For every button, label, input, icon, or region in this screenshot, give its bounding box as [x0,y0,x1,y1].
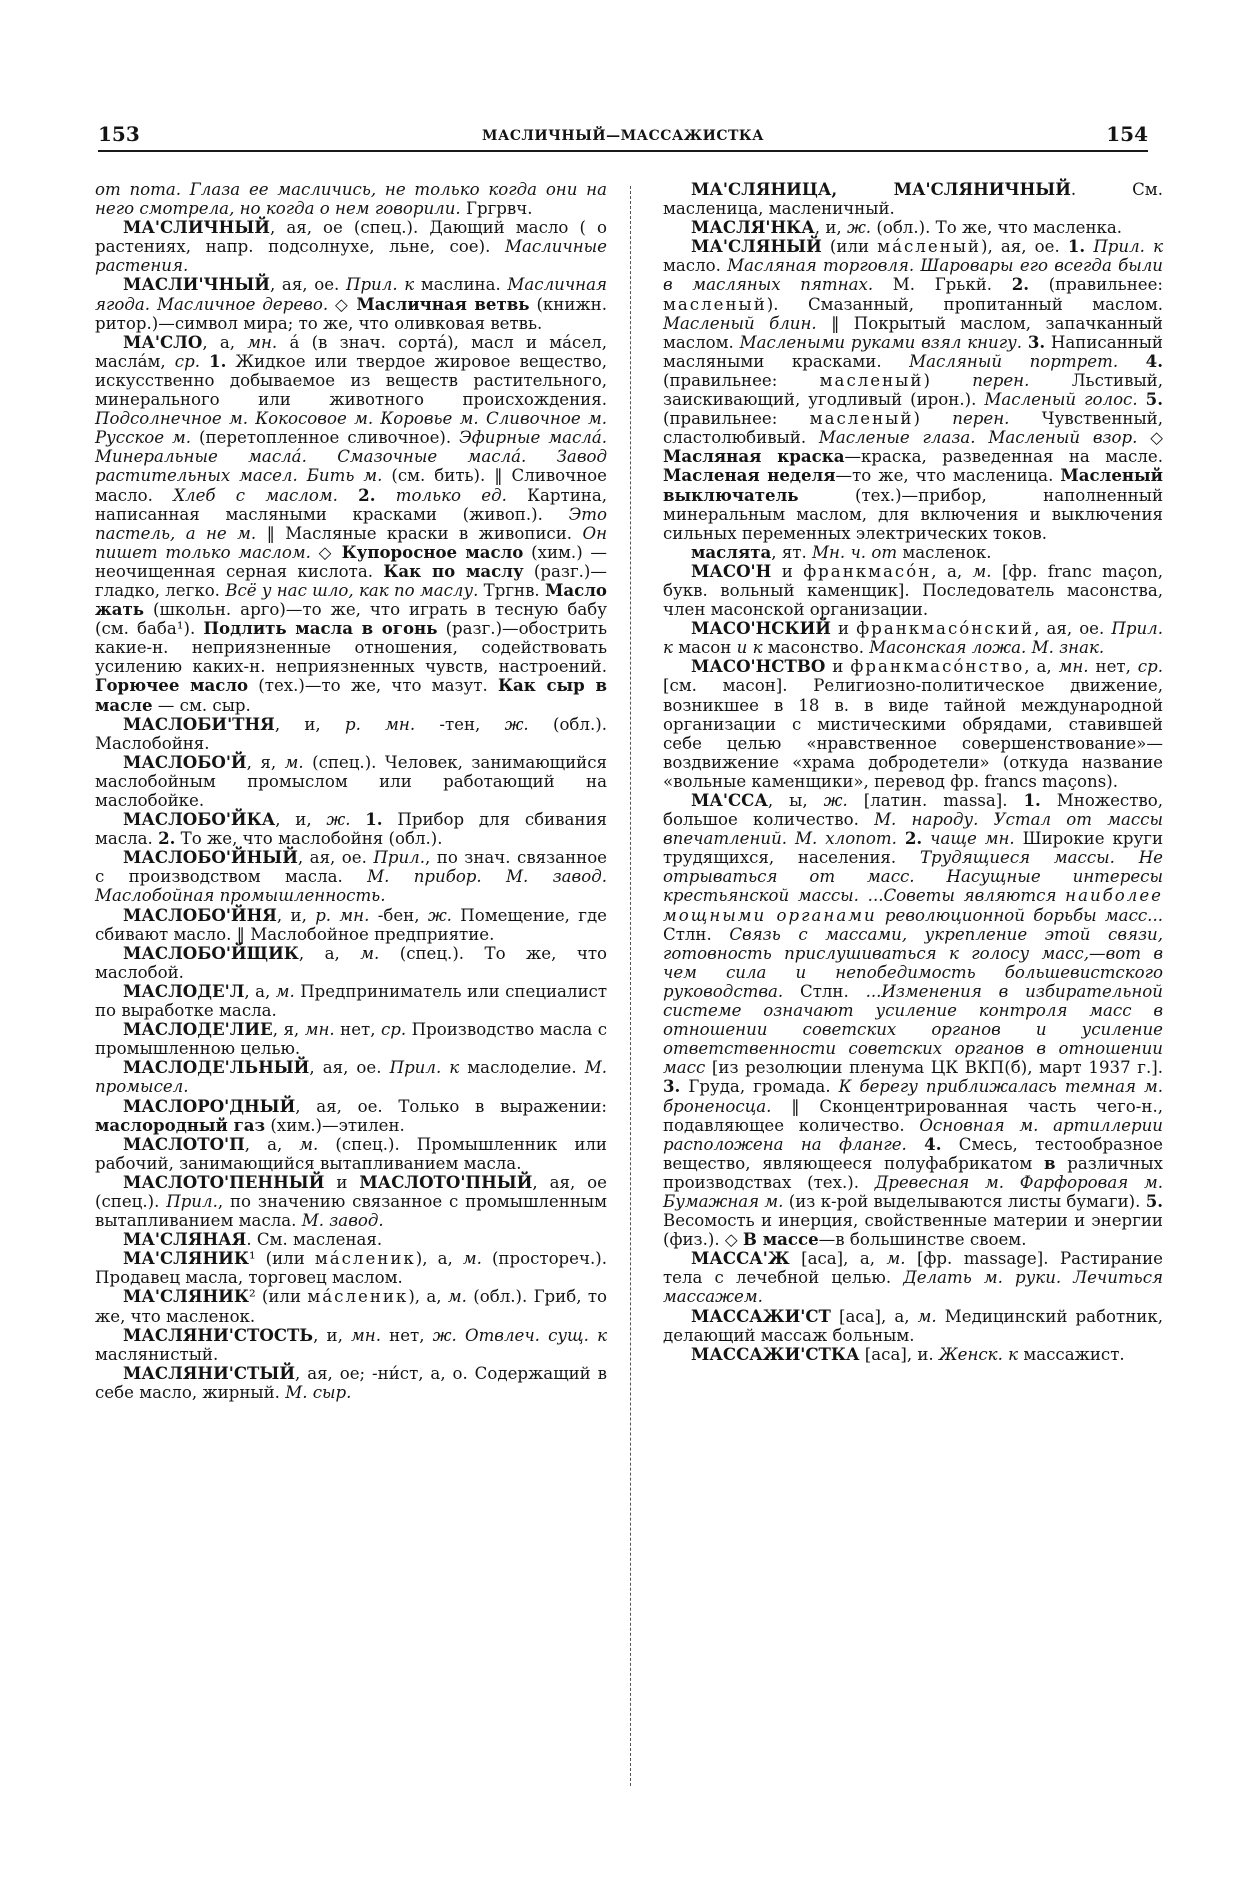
dictionary-entry: МАСЛОБИ'ТНЯ, и, р. мн. -тен, ж. (обл.). Маслобойня. [95,713,607,753]
dictionary-entry: МАСЛОБО'ЙНЫЙ, ая, ое. Прил., по знач. связанное с производством масла. М. прибор. М. завод. Маслобойная промышленность. [95,847,607,906]
page-number-left: 153 [98,122,140,146]
running-title: МАСЛИЧНЫЙ—МАССАЖИСТКА [481,128,765,144]
dictionary-entry: МАСЛОБО'Й, я, м. (спец.). Человек, занимающийся маслобойным промыслом или работающий на маслобойке. [95,751,607,810]
dictionary-entry: МАССАЖИ'СТ [аса], а, м. Медицинский работник, делающий массаж больным. [663,1305,1163,1345]
right-column [663,180,1163,1364]
dictionary-entry: МАСЛЯ'НКА, и, ж. (обл.). То же, что масленка. [691,217,1123,238]
page-header [98,120,1148,152]
dictionary-entry: МА'ССА, ы, ж. [латин. massa]. 1. Множество, большое количество. М. народу. Устал от массы впечатлений. М. хлопот. 2. чаще мн. Широкие круги трудящихся, населения. Трудящиеся массы. Не отрываться от масс. Насущные интересы крестьянской массы. ...Советы являются наиболее мощными органами революционной борьбы масс... Стлн. Связь с массами, укрепление этой связи, готовность прислушиваться к голосу масс,—вот в чем сила и непобедимость большевистского руководства. Стлн. ...Изменения в избирательной системе означают усиление контроля масс в отношении советских органов и усиление ответственности советских органов в отношении масс [из резолюции пленума ЦК ВКП(б), март 1937 г.]. 3. Груда, громада. К берегу приближалась темная м. броненосца. ‖ Сконцентрированная часть чего-н., подавляющее количество. Основная м. артиллерии расположена на фланге. 4. Смесь, тестообразное вещество, являющееся полуфабрикатом в различных производствах (тех.). Древесная м. Фарфоровая м. Бумажная м. (из к-рой выделываются листы бумаги). 5. Весомость и инерция, свойственные материи и энергии (физ.). ◇ В массе—в большинстве своем. [663,790,1164,1250]
dictionary-entry: МА'СЛЯНЫЙ (или мáсленый), ая, ое. 1. Прил. к масло. Масляная торговля. Шаровары его всегда были в масляных пятнах. М. Грькй. 2. (правильнее: масленый). Смазанный, пропитанный маслом. Масленый блин. ‖ Покрытый маслом, запачканный маслом. Маслеными руками взял книгу. 3. Написанный масляными красками. Масляный портрет. 4. (правильнее: масленый) перен. Льстивый, заискивающий, угодливый (ирон.). Масленый голос. 5. (правильнее: масленый) перен. Чувственный, сластолюбивый. Масленые глаза. Масленый взор. ◇ Масляная краска—краска, разведенная на масле. Масленая неделя—то же, что масленица. Масленый выключатель (тех.)—прибор, наполненный минеральным маслом, для включения и выключения сильных переменных электрических токов. [663,236,1164,543]
dictionary-entry: МАСО'НСКИЙ и франкмасóнский, ая, ое. Прил. к масон и к масонство. Масонская ложа. М. знак. [663,618,1163,658]
dictionary-entry: МА'СЛИЧНЫЙ, ая, ое (спец.). Дающий масло ( о растениях, напр. подсолнухе, льне, сое). Масличные растения. [95,217,607,276]
dictionary-entry: МАСЛОДЕ'ЛЬНЫЙ, ая, ое. Прил. к маслоделие. М. промысел. [95,1057,607,1097]
dictionary-entry: МАСЛЯНИ'СТЫЙ, ая, ое; -ни́ст, а, о. Содержащий в себе масло, жирный. М. сыр. [95,1362,607,1402]
dictionary-entry: МАСЛИ'ЧНЫЙ, ая, ое. Прил. к маслина. Масличная ягода. Масличное дерево. ◇ Масличная ветвь (книжн. ритор.)—символ мира; то же, что оливковая ветвь. [95,274,608,333]
dictionary-entry: МА'СЛО, а, мн. á (в знач. сортá), масл и мáсел, маслáм, ср. 1. Жидкое или твердое жировое вещество, искусственно добываемое из веществ растительного, минерального или животного происхождения. Подсолнечное м. Кокосовое м. Коровье м. Сливочное м. Русское м. (перетопленное сливочное). Эфирные маслá. Минеральные маслá. Смазочные маслá. Завод растительных масел. Бить м. (см. бить). ‖ Сливочное масло. Хлеб с маслом. 2. только ед. Картина, написанная масляными красками (живоп.). Это пастель, а не м. ‖ Масляные краски в живописи. Он пишет только маслом. ◇ Купоросное масло (хим.) — неочищенная серная кислота. Как по маслу (разг.)—гладко, легко. Всё у нас шло, как по маслу. Тргнв. Масло жать (школьн. арго)—то же, что играть в тесную бабу (см. баба¹). Подлить масла в огонь (разг.)—обострить какие-н. неприязненные отношения, содействовать усилению каких-н. неприязненных чувств, настроений. Горючее масло (тех.)—то же, что мазут. Как сыр в масле — см. сыр. [95,331,608,715]
dictionary-entry: МА'СЛЯНИЦА, МА'СЛЯНИЧНЫЙ. См. масленица, масленичный. [663,179,1163,219]
dictionary-entry: МАСЛОТО'П, а, м. (спец.). Промышленник или рабочий, занимающийся вытапливанием масла. [95,1133,607,1173]
dictionary-entry: МАССА'Ж [аса], а, м. [фр. massage]. Растирание тела с лечебной целью. Делать м. руки. Лечиться массажем. [663,1248,1163,1307]
dictionary-entry: МАСО'Н и франкмасóн, а, м. [фр. franc maçon, букв. вольный каменщик]. Последователь масонства, член масонской организации. [663,560,1163,620]
dictionary-entry: МАСЛОТО'ПЕННЫЙ и МАСЛОТО'ПНЫЙ, ая, ое (спец.). Прил., по значению связанное с промышленным вытапливанием масла. М. завод. [95,1171,607,1231]
dictionary-entry: маслята, ят. Мн. ч. от масленок. [691,541,992,562]
dictionary-entry: МАСО'НСТВО и франкмасóнство, а, мн. нет, ср. [см. масон]. Религиозно-политическое движение, возникшее в 18 в. в виде тайной международной организации с мистическими обрядами, ставившей себе целью «нравственное совершенствование»— воздвижение «храма добродетели» (откуда название «вольные каменщики», перевод фр. francs maçons). [663,656,1163,791]
dictionary-entry: МАСЛОБО'ЙЩИК, а, м. (спец.). То же, что маслобой. [95,942,608,982]
dictionary-entry: МА'СЛЯНИК¹ (или мáсленик), а, м. (простореч.). Продавец масла, торговец маслом. [95,1248,607,1288]
dictionary-entry: МАСЛОДЕ'Л, а, м. Предприниматель или специалист по выработке масла. [95,980,607,1021]
dictionary-entry: МА'СЛЯНАЯ. См. масленая. [123,1229,383,1250]
column-divider [630,186,632,1786]
dictionary-entry: МА'СЛЯНИК² (или мáсленик), а, м. (обл.). Гриб, то же, что масленок. [95,1286,607,1326]
dictionary-entry: МАСЛОБО'ЙНЯ, и, р. мн. -бен, ж. Помещение, где сбивают масло. ‖ Маслобойное предприятие. [95,904,607,944]
dictionary-entry: от пота. Глаза ее масличись, не только когда они на него смотрела, но когда о нем говорили. Гргрвч. [95,180,607,219]
dictionary-entry: МАССАЖИ'СТКА [аса], и. Женск. к массажист. [691,1343,1125,1364]
page-number-right: 154 [1106,122,1148,146]
dictionary-entry: МАСЛОБО'ЙКА, и, ж. 1. Прибор для сбивания масла. 2. То же, что маслобойня (обл.). [95,809,607,849]
dictionary-entry: МАСЛЯНИ'СТОСТЬ, и, мн. нет, ж. Отвлеч. сущ. к маслянистый. [95,1324,607,1364]
left-column [95,180,607,1402]
dictionary-entry: МАСЛОРО'ДНЫЙ, ая, ое. Только в выражении: маслородный газ (хим.)—этилен. [95,1095,607,1135]
dictionary-entry: МАСЛОДЕ'ЛИЕ, я, мн. нет, ср. Производство масла с промышленною целью. [95,1019,607,1059]
